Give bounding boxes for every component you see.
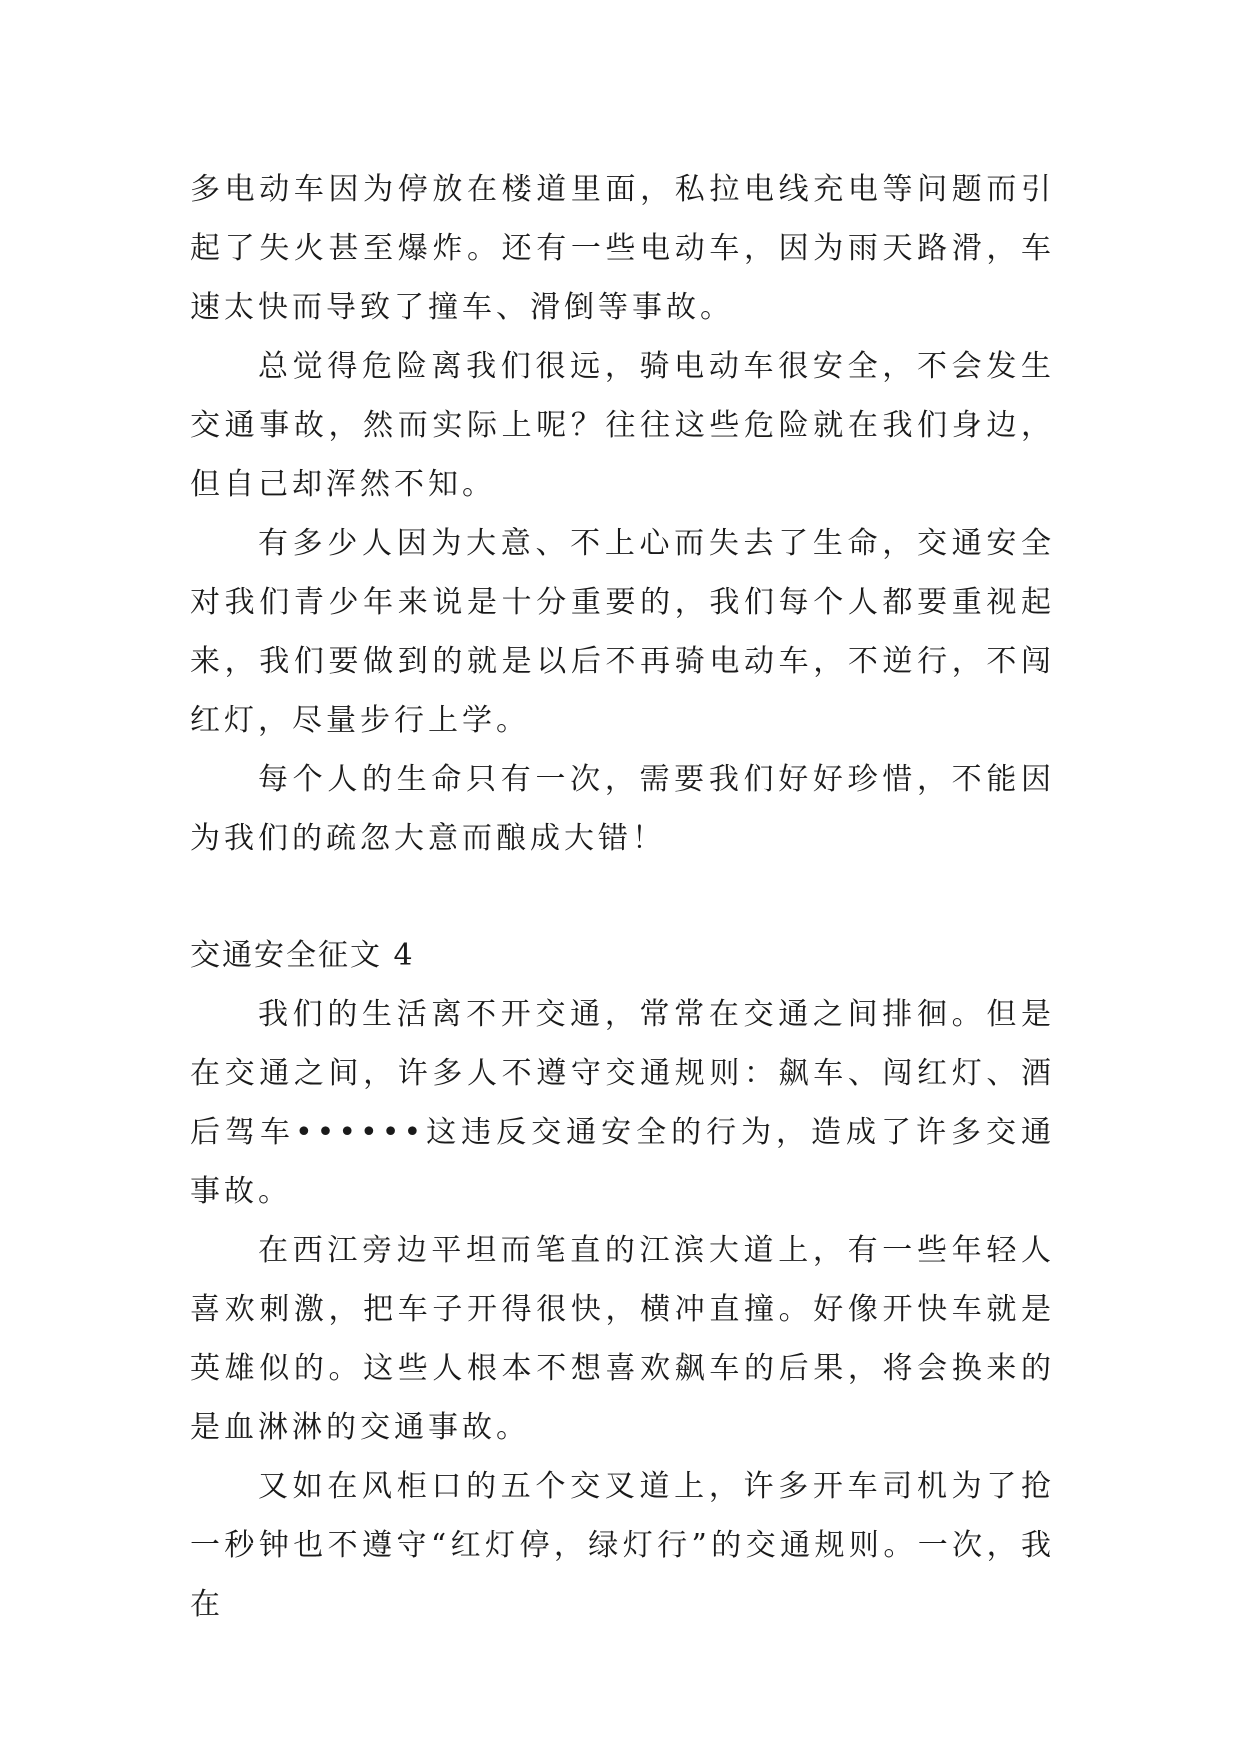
paragraph: 我们的生活离不开交通，常常在交通之间排徊。但是在交通之间，许多人不遵守交通规则：飙车、闯红灯、酒后驾车••••••这违反交通安全的行为，造成了许多交通事故。 [190,997,1055,1209]
paragraph: 总觉得危险离我们很远，骑电动车很安全，不会发生交通事故，然而实际上呢？往往这些危险就在我们身边，但自己却浑然不知。 [190,349,1055,502]
paragraph: 又如在风柜口的五个交叉道上，许多开车司机为了抢一秒钟也不遵守“红灯停，绿灯行”的交通规则。一次，我在 [190,1469,1055,1622]
paragraph: 每个人的生命只有一次，需要我们好好珍惜，不能因为我们的疏忽大意而酿成大错！ [190,762,1055,856]
section-title: 交通安全征文 4 [190,938,415,973]
paragraph: 在西江旁边平坦而笔直的江滨大道上，有一些年轻人喜欢刺激，把车子开得很快，横冲直撞。好像开快车就是英雄似的。这些人根本不想喜欢飙车的后果，将会换来的是血淋淋的交通事故。 [190,1233,1055,1445]
paragraph-continued: 多电动车因为停放在楼道里面，私拉电线充电等问题而引起了失火甚至爆炸。还有一些电动车，因为雨天路滑，车速太快而导致了撞车、滑倒等事故。 [190,172,1055,325]
document-body [190,160,1055,1634]
paragraph: 有多少人因为大意、不上心而失去了生命，交通安全对我们青少年来说是十分重要的，我们每个人都要重视起来，我们要做到的就是以后不再骑电动车，不逆行，不闯红灯，尽量步行上学。 [190,526,1055,738]
